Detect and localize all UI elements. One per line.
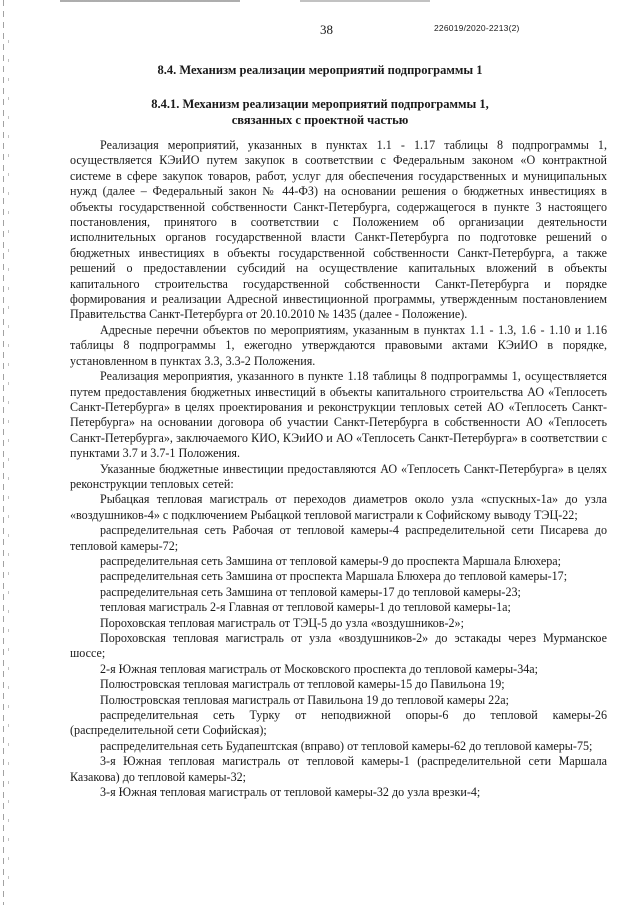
list-item: распределительная сеть Замшина от проспекта Маршала Блюхера до тепловой камеры-17; <box>100 569 568 584</box>
subsection-title <box>0 96 640 128</box>
paragraph-investments: Указанные бюджетные инвестиции предоставляются АО «Теплосеть Санкт-Петербурга» в целях реконструкции тепловых сетей: <box>70 461 607 491</box>
list-item: Пороховская тепловая магистраль от ТЭЦ-5 до узла «воздушников-2»; <box>100 615 464 630</box>
list-item: Полюстровская тепловая магистраль от тепловой камеры-15 до Павильона 19; <box>100 677 505 692</box>
paragraph-implementation: Реализация мероприятий, указанных в пунктах 1.1 - 1.17 таблицы 8 подпрограммы 1, осуществляется КЭиИО путем закупок в соответствии с Федеральным законом «О контрактной системе в сфере закупок товаров, работ, услуг для обеспечения государственных и муниципальных нужд (далее – Федеральный закон № 44-ФЗ) на основании решения о бюджетных инвестициях в объекты государственной собственности Санкт-Петербурга, содержащегося в пункте 3 настоящего постановления, принятого в соответствии с Положением об организации деятельности исполнительных органов государственной власти Санкт-Петербурга по подготовке решений о бюджетных инвестициях в объекты государственной собственности Санкт-Петербурга, а также решений о предоставлении субсидий на осуществление капитальных вложений в объекты капитального строительства государственной собственности Санкт-Петербурга и порядке формирования и реализации Адресной инвестиционной программы, утвержденным постановлением Правительства Санкт-Петербурга от 20.10.2010 № 1435 (далее - Положение). <box>70 138 607 322</box>
scan-edge-artifact <box>3 0 4 905</box>
list-item: тепловая магистраль 2-я Главная от тепловой камеры-1 до тепловой камеры-1а; <box>100 600 511 615</box>
document-id: 226019/2020-2213(2) <box>434 23 520 33</box>
list-item: Пороховская тепловая магистраль от узла «воздушников-2» до эстакады через Мурманское шоссе; <box>70 631 607 661</box>
list-item: 2-я Южная тепловая магистраль от Московского проспекта до тепловой камеры-34а; <box>100 661 539 676</box>
paragraph-measure-1-18: Реализация мероприятия, указанного в пункте 1.18 таблицы 8 подпрограммы 1, осуществляется путем предоставления бюджетных инвестиций в объекты капитального строительства АО «Теплосеть Санкт-Петербурга» в целях проектирования и реконструкции тепловых сетей АО «Теплосеть Санкт-Петербурга» на основании договора об участии Санкт-Петербурга в собственности АО «Теплосеть Санкт-Петербурга», заключаемого КИО, КЭиИО и АО «Теплосеть Санкт-Петербурга» в соответствии с пунктами 3.7 и 3.7-1 Положения. <box>70 369 607 461</box>
scan-top-rule <box>0 0 640 2</box>
list-item: Рыбацкая тепловая магистраль от переходов диаметров около узла «спускных-1а» до узла «воздушников-4» с подключением Рыбацкой тепловой магистрали к Софийскому выводу ТЭЦ-22; <box>70 492 607 522</box>
subsection-title-line-2: связанных с проектной частью <box>231 113 409 127</box>
scan-edge-artifact-2 <box>8 40 9 880</box>
subsection-title-line-1: 8.4.1. Механизм реализации мероприятий подпрограммы 1, <box>151 97 489 111</box>
section-title: 8.4. Механизм реализации мероприятий подпрограммы 1 <box>157 63 483 77</box>
list-item: распределительная сеть Рабочая от тепловой камеры-4 распределительной сети Писарева до тепловой камеры-72; <box>70 523 607 553</box>
list-item: 3-я Южная тепловая магистраль от тепловой камеры-1 (распределительной сети Маршала Казакова) до тепловой камеры-32; <box>70 754 607 784</box>
list-item: распределительная сеть Будапештская (вправо) от тепловой камеры-62 до тепловой камеры-75; <box>100 738 593 753</box>
paragraph-address-lists: Адресные перечни объектов по мероприятиям, указанным в пунктах 1.1 - 1.3, 1.6 - 1.10 и 1.16 таблицы 8 подпрограммы 1, ежегодно утверждаются правовыми актами КЭиИО в порядке, установленном в пунктах 3.3, 3.3-2 Положения. <box>70 322 607 368</box>
list-item: распределительная сеть Замшина от тепловой камеры-9 до проспекта Маршала Блюхера; <box>100 553 562 568</box>
list-item: Полюстровская тепловая магистраль от Павильона 19 до тепловой камеры 22а; <box>100 692 509 707</box>
list-item: 3-я Южная тепловая магистраль от тепловой камеры-32 до узла врезки-4; <box>100 785 481 800</box>
list-item: распределительная сеть Турку от неподвижной опоры-6 до тепловой камеры-26 (распределительной сети Софийская); <box>70 708 607 738</box>
list-item: распределительная сеть Замшина от тепловой камеры-17 до тепловой камеры-23; <box>100 584 521 599</box>
page-number: 38 <box>320 22 333 37</box>
document-body <box>70 138 607 800</box>
